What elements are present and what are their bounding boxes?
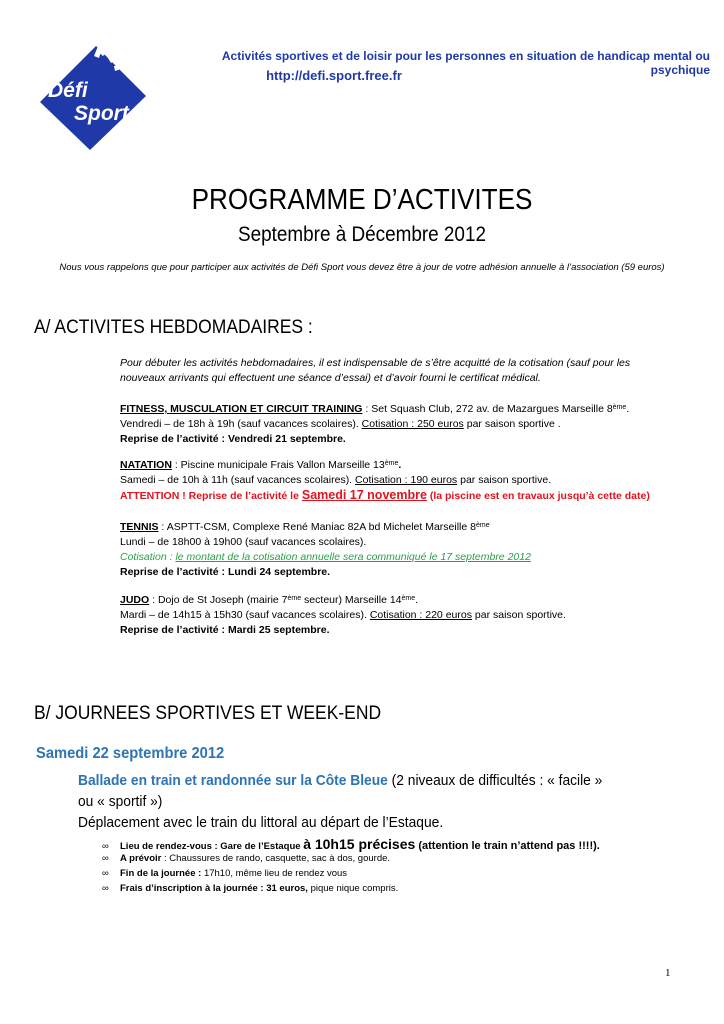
judo-sup-2: ème — [401, 595, 416, 602]
infinity-bullet-icon: ∞ — [102, 841, 109, 852]
tennis-cotisation-label: Cotisation : — [120, 551, 176, 563]
bullet-3-text: 17h10, même lieu de rendez vous — [203, 868, 348, 879]
tennis-schedule: Lundi – de 18h00 à 19h00 (sauf vacances scolaires). — [120, 536, 367, 548]
activity-levels-2: ou « sportif ») — [78, 793, 163, 810]
intro-text: Nous vous rappelons que pour participer aux activités de Défi Sport vous devez être à jour de votre adhésion annuelle à l’association (59 euros) — [59, 262, 665, 273]
activity-title: Ballade en train et randonnée sur la Côte Bleue — [78, 772, 388, 789]
fitness-schedule: Vendredi – de 18h à 19h (sauf vacances scolaires). — [120, 418, 362, 430]
judo-cotisation: Cotisation : 220 euros — [369, 609, 472, 621]
section-a-note — [120, 356, 680, 386]
judo-schedule: Mardi – de 14h15 à 15h30 (sauf vacances scolaires). — [120, 609, 370, 621]
page-number: 1 — [665, 967, 671, 979]
header-url[interactable]: http://defi.sport.free.fr — [266, 68, 402, 83]
section-a-heading: A/ ACTIVITES HEBDOMADAIRES : — [34, 317, 313, 338]
fitness-cotisation: Cotisation : 250 euros — [361, 418, 464, 430]
bullet-4-label: Frais d’inscription à la journée : 31 euros, — [120, 883, 308, 894]
natation-place: : Piscine municipale Frais Vallon Marseille 13 — [171, 459, 385, 471]
activity-desc: Déplacement avec le train du littoral au départ de l’Estaque. — [78, 814, 444, 831]
fitness-name: FITNESS, MUSCULATION ET CIRCUIT TRAINING — [120, 403, 363, 415]
natation-cotisation: Cotisation : 190 euros — [355, 474, 458, 486]
judo-sup: ème — [287, 595, 302, 602]
event-date: Samedi 22 septembre 2012 — [36, 745, 225, 762]
page-title: PROGRAMME D’ACTIVITES — [191, 184, 533, 216]
bullet-frais — [102, 883, 398, 894]
natation-sup: ème — [384, 460, 399, 467]
judo-place: : Dojo de St Joseph (mairie 7 — [149, 594, 288, 606]
bullet-4-text: pique nique compris. — [307, 883, 399, 894]
natation-attention-text: ATTENTION ! Reprise de l’activité le — [120, 490, 302, 502]
tennis-reprise: Reprise de l’activité : Lundi 24 septembre. — [120, 566, 331, 578]
note-line-1: Pour débuter les activités hebdomadaires, il est indispensable de s’être acquitté de la cotisation (sauf pour les — [120, 357, 631, 369]
section-b-heading: B/ JOURNEES SPORTIVES ET WEEK-END — [34, 703, 382, 724]
judo-place-end: . — [415, 594, 419, 606]
tennis-cotisation — [120, 550, 680, 565]
judo-cotisation-end: par saison sportive. — [471, 609, 566, 621]
natation-name: NATATION — [120, 459, 172, 471]
activity-fitness — [120, 402, 680, 447]
activity-levels: (2 niveaux de difficultés : « facile » — [387, 772, 603, 789]
infinity-bullet-icon: ∞ — [102, 883, 109, 894]
tennis-sup: ème — [475, 522, 490, 529]
fitness-reprise: Reprise de l’activité : Vendredi 21 septembre. — [120, 433, 346, 445]
bullet-3-label: Fin de la journée : — [120, 868, 204, 879]
tennis-cotisation-text: le montant de la cotisation annuelle sera communiqué le 17 septembre 2012 — [175, 551, 531, 563]
bullet-rendezvous — [102, 836, 600, 852]
header-tagline: Activités sportives et de loisir pour les personnes en situation de handicap mental ou psychique — [221, 49, 710, 77]
event-activity — [78, 770, 630, 833]
bullet-fin-journee — [102, 868, 347, 879]
natation-attention-note: (la piscine est en travaux jusqu’à cette date) — [426, 490, 650, 502]
judo-name: JUDO — [120, 594, 150, 606]
natation-schedule: Samedi – de 10h à 11h (sauf vacances scolaires). — [120, 474, 356, 486]
bullet-2-label: A prévoir — [120, 853, 162, 864]
infinity-bullet-icon: ∞ — [102, 868, 109, 879]
natation-cotisation-end: par saison sportive. — [457, 474, 552, 486]
logo-text-defi: Défi — [48, 79, 88, 102]
defi-sport-logo — [38, 44, 148, 152]
judo-place-mid: secteur) Marseille 14 — [301, 594, 402, 606]
bullet-a-prevoir — [102, 853, 390, 864]
judo-reprise: Reprise de l’activité : Mardi 25 septembre. — [120, 624, 330, 636]
bullet-2-text: : Chaussures de rando, casquette, sac à dos, gourde. — [161, 853, 391, 864]
fitness-place-end: . — [626, 403, 630, 415]
logo-text-sport: Sport — [74, 102, 129, 125]
infinity-bullet-icon: ∞ — [102, 853, 109, 864]
tennis-place: : ASPTT-CSM, Complexe René Maniac 82A bd Michelet Marseille 8 — [158, 521, 476, 533]
activity-judo — [120, 593, 680, 638]
natation-attention — [120, 488, 680, 504]
natation-place-end: . — [398, 459, 402, 471]
fitness-sup: ème — [612, 404, 627, 411]
bullet-1-end: (attention le train n’attend pas !!!!). — [415, 840, 600, 852]
bullet-1-time: à 10h15 précises — [303, 836, 416, 852]
bullet-1-label: Lieu de rendez-vous : Gare de l’Estaque — [120, 841, 304, 852]
activity-natation — [120, 458, 680, 504]
fitness-place: : Set Squash Club, 272 av. de Mazargues Marseille 8 — [362, 403, 613, 415]
note-line-2: nouveaux arrivants qui effectuent une séance d’essai) et d’avoir fourni le certificat médical. — [120, 372, 541, 384]
activity-tennis — [120, 520, 680, 580]
natation-attention-date: Samedi 17 novembre — [301, 488, 427, 502]
page-subtitle: Septembre à Décembre 2012 — [238, 223, 486, 246]
tennis-name: TENNIS — [120, 521, 159, 533]
fitness-cotisation-end: par saison sportive . — [463, 418, 561, 430]
